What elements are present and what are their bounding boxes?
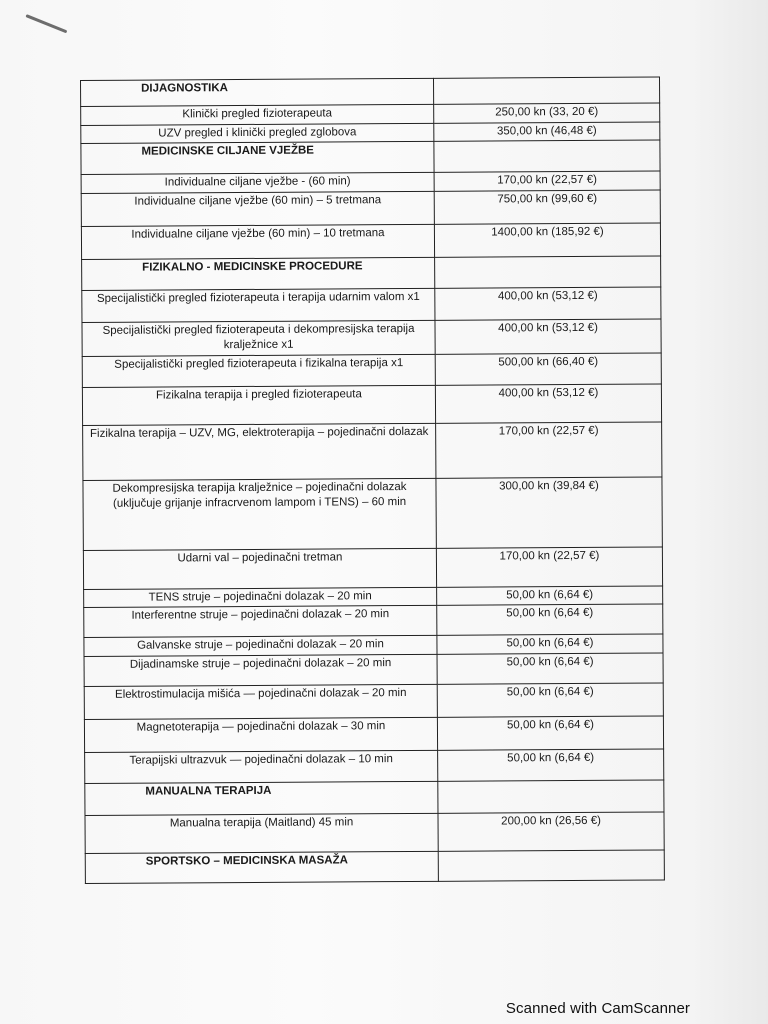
service-price: 400,00 kn (53,12 €) — [435, 287, 661, 320]
service-name: Individualne ciljane vježbe (60 min) – 5 tretmana — [81, 191, 434, 226]
service-name: Fizikalna terapija i pregled fizioterapeuta — [82, 385, 435, 425]
service-price: 50,00 kn (6,64 €) — [437, 634, 663, 654]
service-row — [83, 422, 662, 481]
service-price: 50,00 kn (6,64 €) — [437, 683, 663, 717]
service-price: 50,00 kn (6,64 €) — [438, 749, 664, 781]
service-price: 300,00 kn (39,84 €) — [436, 477, 662, 548]
service-name: Individualne ciljane vježbe - (60 min) — [81, 172, 434, 193]
service-price — [435, 256, 661, 288]
service-row — [83, 477, 662, 551]
service-row — [82, 287, 661, 323]
service-price — [433, 77, 659, 104]
service-row — [85, 812, 664, 854]
section-title: FIZIKALNO - MEDICINSKE PROCEDURE — [82, 257, 435, 290]
section-header-row — [85, 850, 664, 884]
service-price: 250,00 kn (33, 20 €) — [434, 103, 660, 123]
service-name: Interferentne struje – pojedinačni dolazak – 20 min — [84, 605, 437, 637]
section-header-row — [85, 780, 664, 816]
service-row — [85, 749, 664, 784]
service-row — [84, 604, 663, 638]
service-price: 1400,00 kn (185,92 €) — [434, 223, 660, 257]
service-name: Elektrostimulacija mišića — pojedinačni dolazak – 20 min — [84, 684, 437, 719]
service-name: TENS struje – pojedinačni dolazak – 20 min — [84, 587, 437, 608]
service-name: Terapijski ultrazvuk — pojedinačni dolazak – 10 min — [85, 750, 438, 783]
service-price: 50,00 kn (6,64 €) — [437, 586, 663, 606]
service-row — [81, 223, 660, 260]
service-price: 50,00 kn (6,64 €) — [437, 716, 663, 750]
section-title: DIJAGNOSTIKA — [81, 78, 434, 106]
service-name: Klinički pregled fizioterapeuta — [81, 104, 434, 125]
service-price: 400,00 kn (53,12 €) — [435, 384, 661, 423]
pen-mark — [25, 14, 67, 33]
service-name: Magnetoterapija — pojedinačni dolazak – 30 min — [84, 717, 437, 752]
service-price: 500,00 kn (66,40 €) — [435, 353, 661, 385]
service-price: 170,00 kn (22,57 €) — [436, 547, 662, 587]
service-row — [82, 319, 661, 357]
service-price — [438, 780, 664, 813]
section-title: MANUALNA TERAPIJA — [85, 781, 438, 815]
service-price: 350,00 kn (46,48 €) — [434, 121, 660, 141]
service-name: Dekompresijska terapija kralježnice – pojedinačni dolazak (uključuje grijanje infracrvenom lampom i TENS) – 60 min — [83, 478, 436, 550]
service-name: Specijalistički pregled fizioterapeuta i dekompresijska terapija kralježnice x1 — [82, 320, 435, 356]
service-name: Manualna terapija (Maitland) 45 min — [85, 813, 438, 853]
service-name: Individualne ciljane vježbe (60 min) – 10 tretmana — [81, 224, 434, 259]
service-name: Dijadinamske struje – pojedinačni dolazak – 20 min — [84, 654, 437, 686]
service-row — [84, 716, 663, 753]
service-price: 400,00 kn (53,12 €) — [435, 319, 661, 354]
service-row — [82, 384, 661, 426]
section-title: MEDICINSKE CILJANE VJEŽBE — [81, 141, 434, 174]
service-price: 170,00 kn (22,57 €) — [434, 171, 660, 191]
service-name: Specijalistički pregled fizioterapeuta i fizikalna terapija x1 — [82, 354, 435, 387]
service-price: 50,00 kn (6,64 €) — [437, 604, 663, 635]
service-row — [82, 353, 661, 388]
price-table-body — [81, 77, 665, 883]
section-header-row — [82, 256, 661, 291]
service-price: 50,00 kn (6,64 €) — [437, 653, 663, 684]
service-price: 170,00 kn (22,57 €) — [436, 422, 662, 478]
service-price: 200,00 kn (26,56 €) — [438, 812, 664, 851]
price-list-document — [80, 76, 665, 883]
service-row — [83, 547, 662, 590]
service-name: Specijalistički pregled fizioterapeuta i terapija udarnim valom x1 — [82, 288, 435, 322]
service-row — [81, 190, 660, 227]
service-name: Fizikalna terapija – UZV, MG, elektroterapija – pojedinačni dolazak — [83, 423, 436, 480]
section-header-row — [81, 77, 660, 107]
section-title: SPORTSKO – MEDICINSKA MASAŽA — [85, 851, 438, 883]
service-row — [84, 683, 663, 720]
service-name: UZV pregled i klinički pregled zglobova — [81, 123, 434, 144]
service-price: 750,00 kn (99,60 €) — [434, 190, 660, 224]
service-price — [438, 850, 664, 881]
section-header-row — [81, 140, 660, 175]
service-name: Galvanske struje – pojedinačni dolazak – 20 min — [84, 635, 437, 656]
service-name: Udarni val – pojedinačni tretman — [83, 548, 436, 589]
service-row — [84, 653, 663, 687]
camscanner-watermark: Scanned with CamScanner — [505, 1000, 690, 1017]
service-price — [434, 140, 660, 172]
price-table — [80, 76, 665, 883]
